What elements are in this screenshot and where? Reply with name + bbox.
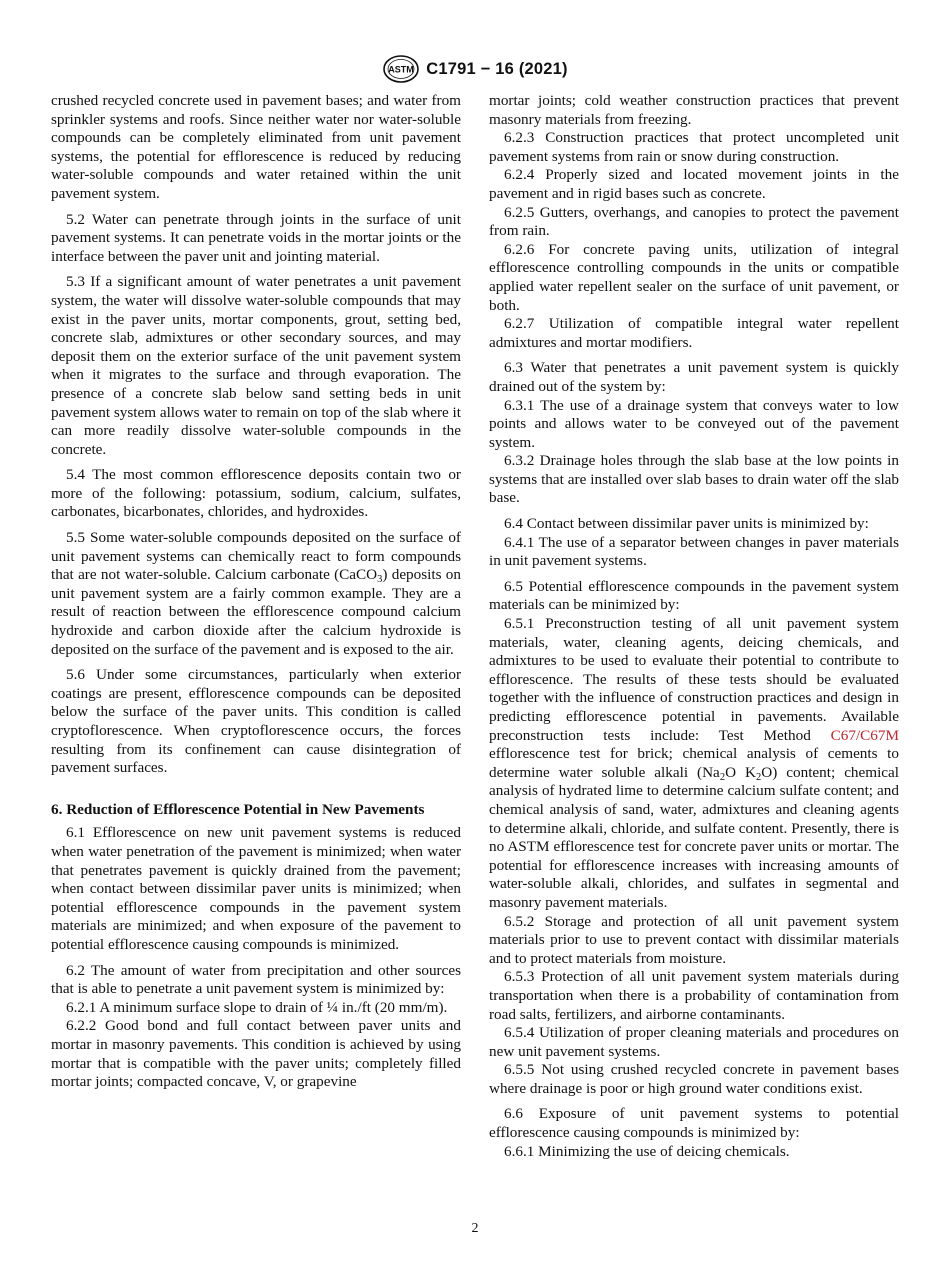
paragraph-5-2: 5.2 Water can penetrate through joints in the surface of unit pavement systems. It can penetrate voids in the mortar joints or the interface between the paver unit and jointing material. <box>51 210 461 265</box>
paragraph-6-2-1: 6.2.1 A minimum surface slope to drain of ¼ in./ft (20 mm/m). <box>66 998 448 1016</box>
left-column <box>51 92 461 1092</box>
paragraph-6-4: 6.4 Contact between dissimilar paver units is minimized by: <box>504 515 869 533</box>
paragraph-continued: crushed recycled concrete used in pavement bases; and water from sprinkler systems and roofs. Since neither water nor water-soluble compounds can be completely eliminated from unit pavement systems, the potential for efflorescence is reduced by reducing water-soluble compounds and water retained within the unit pavement system. <box>51 92 461 202</box>
paragraph-6-6-1: 6.6.1 Minimizing the use of deicing chemicals. <box>504 1142 790 1160</box>
paragraph-6-5-2: 6.5.2 Storage and protection of all unit pavement system materials prior to use to prevent contact with dissimilar materials and to protect materials from moisture. <box>489 912 899 967</box>
paragraph-6-5-3: 6.5.3 Protection of all unit pavement system materials during transportation when there is a probability of contamination from road salts, fertilizers, and airborne contaminants. <box>489 968 899 1023</box>
paragraph-6-4-1: 6.4.1 The use of a separator between changes in paver materials in unit pavement systems. <box>489 533 899 570</box>
paragraph-6-5: 6.5 Potential efflorescence compounds in the pavement system materials can be minimized by: <box>489 577 899 614</box>
astm-logo-icon <box>382 54 420 84</box>
paragraph-6-3-1: 6.3.1 The use of a drainage system that conveys water to low points and allows water to be conveyed out of the pavement system. <box>489 396 899 451</box>
paragraph-5-5: 5.5 Some water-soluble compounds deposited on the surface of unit pavement systems can chemically react to form compounds that are not water-soluble. Calcium carbonate (CaCO$_3$) deposits on unit pavement system are a fairly common example. They are a result of reaction between the efflorescence compound calcium hydroxide and carbon dioxide after the calcium hydroxide is deposited on the surface of the pavement and is exposed to the air. <box>51 529 461 658</box>
paragraph-6-3-2: 6.3.2 Drainage holes through the slab base at the low points in systems that are installed over slab bases to drain water off the slab base. <box>489 452 899 507</box>
paragraph-6-2: 6.2 The amount of water from precipitation and other sources that is able to penetrate a unit pavement system is minimized by: <box>51 961 461 998</box>
paragraph-6-2-6: 6.2.6 For concrete paving units, utilization of integral efflorescence controlling compounds in the units or compatible applied water repellent sealer on the surface of unit pavement, or both. <box>489 240 899 314</box>
paragraph-6-2-7: 6.2.7 Utilization of compatible integral water repellent admixtures and mortar modifiers. <box>489 315 899 351</box>
paragraph-6-5-4: 6.5.4 Utilization of proper cleaning materials and procedures on new unit pavement systems. <box>489 1024 899 1060</box>
paragraph-continued-right: mortar joints; cold weather construction practices that prevent masonry materials from freezing. <box>489 92 899 128</box>
paragraph-5-3: 5.3 If a significant amount of water penetrates a unit pavement system, the water will dissolve water-soluble compounds that may exist in the paver units, mortar components, grout, setting bed, concrete slab, admixtures or other secondary sources, and may deposit them on the exterior surface of the unit pavement system when it migrates to the surface and through evaporation. The presence of a concrete slab below sand setting beds in unit pavement system allows water to remain on top of the slab where it can more readily dissolve water-soluble compounds in the concrete. <box>51 273 461 458</box>
paragraph-6-3: 6.3 Water that penetrates a unit pavement system is quickly drained out of the system by: <box>489 359 899 395</box>
page-header <box>0 54 950 84</box>
paragraph-6-2-3: 6.2.3 Construction practices that protect uncompleted unit pavement systems from rain or snow during construction. <box>489 129 899 165</box>
paragraph-6-6: 6.6 Exposure of unit pavement systems to potential efflorescence causing compounds is minimized by: <box>489 1105 899 1142</box>
paragraph-6-2-4: 6.2.4 Properly sized and located movement joints in the pavement and in rigid bases such as concrete. <box>489 166 899 202</box>
paragraph-6-5-5: 6.5.5 Not using crushed recycled concrete in pavement bases where drainage is poor or high ground water conditions exist. <box>489 1061 899 1097</box>
document-designation: C1791 − 16 (2021) <box>426 59 568 78</box>
paragraph-6-2-2: 6.2.2 Good bond and full contact between paver units and mortar in masonry pavements. This condition is achieved by using mortar that is compatible with the paver units; completely filled mortar joints; compacted concave, V, or grapevine <box>51 1017 461 1091</box>
right-column <box>489 92 899 1161</box>
paragraph-6-2-5: 6.2.5 Gutters, overhangs, and canopies to protect the pavement from rain. <box>489 203 899 240</box>
paragraph-6-5-1: 6.5.1 Preconstruction testing of all unit pavement system materials, water, cleaning agents, deicing chemicals, and admixtures to be used to evaluate their potential to contribute to efflorescence. The results of these tests should be evaluated together with the influence of construction practices and design in predicting efflorescence potential in pavements. Available preconstruction tests include: Test Method C67/C67M efflorescence test for brick; chemical analysis of cements to determine water soluble alkali ($Na_2O$ $K_2O$) content; chemical analysis of hydrated lime to determine calcium sulfate content; and chemical analysis of sand, water, admixtures and cleaning agents to determine alkali, chloride, and sulfate content. Presently, there is no ASTM efflorescence test for concrete paver units or mortar. The potential for efflorescence increases with increasing amounts of water-soluble alkali, chlorides, and sulfates in segmental and masonry pavement materials. <box>489 615 899 911</box>
svg-text:ASTM: ASTM <box>388 64 415 75</box>
test-method-link[interactable]: C67/C67M <box>830 726 899 744</box>
section-6-heading: 6. Reduction of Efflorescence Potential in New Pavements <box>51 800 425 818</box>
paragraph-6-1: 6.1 Efflorescence on new unit pavement systems is reduced when water penetration of the pavement is minimized; when water that penetrates pavement is quickly drained from the pavement; when contact between dissimilar paver units is minimized; when potential efflorescence compounds in the pavement system materials are minimized; and when exposure of the pavement to potential efflorescence causing compounds is minimized. <box>51 824 461 953</box>
paragraph-5-6: 5.6 Under some circumstances, particularly when exterior coatings are present, efflorescence compounds can be deposited below the surface of the paver units. This condition is called cryptoflorescence. When cryptoflorescence occurs, the forces resulting from its confinement can cause disintegration of pavement surfaces. <box>51 666 461 777</box>
page-number: 2 <box>471 1221 479 1236</box>
paragraph-5-4: 5.4 The most common efflorescence deposits contain two or more of the following: potassium, sodium, calcium, sulfates, carbonates, bicarbonates, chlorides, and hydroxides. <box>51 466 461 521</box>
